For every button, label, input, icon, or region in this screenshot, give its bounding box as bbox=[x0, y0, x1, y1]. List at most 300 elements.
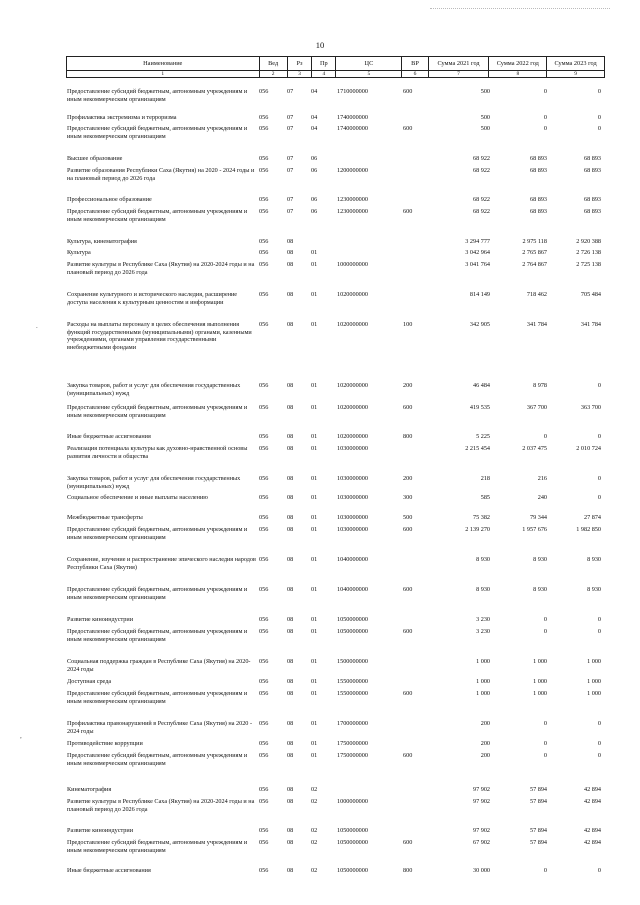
table-cell-s2021: 68 922 bbox=[472, 167, 490, 174]
table-cell-cs: 1200000000 bbox=[337, 167, 368, 174]
table-cell-s2022: 57 894 bbox=[529, 786, 547, 793]
table-cell-s2021: 3 294 777 bbox=[465, 238, 490, 245]
table-cell-pr: 01 bbox=[311, 678, 318, 685]
table-cell-rz: 07 bbox=[287, 88, 294, 95]
table-cell-s2021: 585 bbox=[480, 494, 490, 501]
table-cell-ved: 056 bbox=[259, 404, 269, 411]
table-cell-pr: 02 bbox=[311, 786, 318, 793]
table-cell-cs: 1050000000 bbox=[337, 628, 368, 635]
col-header-pr: Пр bbox=[312, 57, 336, 71]
table-cell-s2022: 57 894 bbox=[529, 827, 547, 834]
table-cell-pr: 04 bbox=[311, 88, 318, 95]
table-cell-rz: 08 bbox=[287, 616, 294, 623]
table-cell-s2023: 8 930 bbox=[587, 556, 601, 563]
table-cell-cs: 1020000000 bbox=[337, 433, 368, 440]
table-cell-ved: 056 bbox=[259, 88, 269, 95]
table-cell-rz: 08 bbox=[287, 556, 294, 563]
table-cell-ved: 056 bbox=[259, 740, 269, 747]
margin-mark: . bbox=[36, 322, 38, 330]
table-cell-name: Предоставление субсидий бюджетным, автономным учреждениям и иным некоммерческим организациям bbox=[67, 628, 248, 643]
table-cell-s2021: 1 000 bbox=[476, 690, 490, 697]
table-cell-ved: 056 bbox=[259, 475, 269, 482]
table-cell-rz: 08 bbox=[287, 867, 294, 874]
table-cell-cs: 1500000000 bbox=[337, 658, 368, 665]
table-cell-s2022: 718 462 bbox=[526, 291, 547, 298]
table-cell-s2023: 0 bbox=[597, 616, 601, 623]
table-cell-rz: 08 bbox=[287, 628, 294, 635]
col-number: 8 bbox=[489, 71, 547, 78]
table-cell-name: Предоставление субсидий бюджетным, автономным учреждениям и иным некоммерческим организациям bbox=[67, 404, 248, 419]
table-cell-rz: 07 bbox=[287, 155, 294, 162]
table-cell-ved: 056 bbox=[259, 827, 269, 834]
table-cell-cs: 1230000000 bbox=[337, 208, 368, 215]
table-cell-ved: 056 bbox=[259, 291, 269, 298]
table-cell-s2021: 97 902 bbox=[472, 827, 490, 834]
table-cell-rz: 07 bbox=[287, 114, 294, 121]
table-cell-cs: 1050000000 bbox=[337, 839, 368, 846]
table-cell-s2021: 68 922 bbox=[472, 208, 490, 215]
table-cell-rz: 08 bbox=[287, 839, 294, 846]
table-cell-s2021: 67 902 bbox=[472, 839, 490, 846]
table-cell-pr: 04 bbox=[311, 125, 318, 132]
table-cell-cs: 1550000000 bbox=[337, 690, 368, 697]
table-cell-s2023: 68 893 bbox=[583, 155, 601, 162]
table-cell-rz: 07 bbox=[287, 167, 294, 174]
table-cell-s2021: 46 484 bbox=[472, 382, 490, 389]
table-cell-s2023: 0 bbox=[597, 628, 601, 635]
table-cell-vr: 300 bbox=[403, 494, 413, 501]
table-cell-pr: 02 bbox=[311, 827, 318, 834]
table-cell-pr: 02 bbox=[311, 839, 318, 846]
table-cell-cs: 1700000000 bbox=[337, 720, 368, 727]
table-cell-s2022: 2 037 475 bbox=[522, 445, 547, 452]
table-cell-pr: 01 bbox=[311, 556, 318, 563]
table-cell-s2022: 57 894 bbox=[529, 839, 547, 846]
table-cell-s2023: 68 893 bbox=[583, 167, 601, 174]
table-cell-s2021: 200 bbox=[480, 752, 490, 759]
table-cell-s2021: 97 902 bbox=[472, 786, 490, 793]
table-cell-rz: 08 bbox=[287, 740, 294, 747]
col-number: 1 bbox=[67, 71, 260, 78]
table-cell-s2022: 79 344 bbox=[529, 514, 547, 521]
table-cell-s2023: 2 726 138 bbox=[576, 249, 601, 256]
table-cell-rz: 08 bbox=[287, 445, 294, 452]
table-cell-s2021: 30 000 bbox=[472, 867, 490, 874]
table-cell-s2022: 0 bbox=[543, 88, 547, 95]
table-cell-cs: 1020000000 bbox=[337, 404, 368, 411]
table-cell-s2022: 8 930 bbox=[533, 586, 547, 593]
table-cell-rz: 07 bbox=[287, 208, 294, 215]
table-cell-s2022: 341 784 bbox=[526, 321, 547, 328]
table-cell-name: Сохранение культурного и исторического наследия, расширение доступа населения к культурным ценностям и информации bbox=[67, 291, 238, 306]
table-cell-cs: 1020000000 bbox=[337, 382, 368, 389]
table-cell-vr: 600 bbox=[403, 125, 413, 132]
table-cell-s2021: 500 bbox=[480, 114, 490, 121]
table-cell-rz: 08 bbox=[287, 798, 294, 805]
table-cell-vr: 600 bbox=[403, 752, 413, 759]
table-cell-s2022: 2 975 118 bbox=[522, 238, 547, 245]
table-cell-s2023: 1 982 850 bbox=[576, 526, 601, 533]
col-header-ved: Вед bbox=[259, 57, 287, 71]
table-cell-ved: 056 bbox=[259, 238, 269, 245]
table-cell-s2023: 42 894 bbox=[583, 839, 601, 846]
table-cell-s2022: 1 000 bbox=[533, 690, 547, 697]
table-cell-s2022: 68 893 bbox=[529, 196, 547, 203]
table-cell-rz: 08 bbox=[287, 678, 294, 685]
table-cell-name: Развитие киноиндустрии bbox=[67, 616, 134, 623]
table-cell-name: Предоставление субсидий бюджетным, автономным учреждениям и иным некоммерческим организациям bbox=[67, 839, 248, 854]
table-cell-rz: 08 bbox=[287, 433, 294, 440]
table-cell-rz: 08 bbox=[287, 720, 294, 727]
table-cell-ved: 056 bbox=[259, 720, 269, 727]
table-cell-ved: 056 bbox=[259, 798, 269, 805]
table-cell-cs: 1000000000 bbox=[337, 798, 368, 805]
table-cell-pr: 01 bbox=[311, 494, 318, 501]
table-cell-ved: 056 bbox=[259, 690, 269, 697]
table-cell-cs: 1550000000 bbox=[337, 678, 368, 685]
table-cell-cs: 1030000000 bbox=[337, 475, 368, 482]
page-number: 10 bbox=[315, 40, 325, 50]
table-cell-s2021: 68 922 bbox=[472, 155, 490, 162]
table-cell-cs: 1750000000 bbox=[337, 752, 368, 759]
table-cell-s2022: 68 893 bbox=[529, 208, 547, 215]
table-cell-rz: 08 bbox=[287, 827, 294, 834]
table-cell-s2022: 367 700 bbox=[526, 404, 547, 411]
table-cell-s2023: 0 bbox=[597, 740, 601, 747]
table-cell-s2021: 5 225 bbox=[476, 433, 490, 440]
table-cell-cs: 1030000000 bbox=[337, 526, 368, 533]
table-cell-s2022: 57 894 bbox=[529, 798, 547, 805]
col-number: 5 bbox=[336, 71, 402, 78]
table-cell-cs: 1050000000 bbox=[337, 827, 368, 834]
table-cell-rz: 08 bbox=[287, 586, 294, 593]
table-cell-vr: 600 bbox=[403, 628, 413, 635]
table-cell-s2023: 0 bbox=[597, 475, 601, 482]
table-cell-pr: 01 bbox=[311, 404, 318, 411]
table-cell-s2021: 500 bbox=[480, 125, 490, 132]
table-cell-s2022: 8 930 bbox=[533, 556, 547, 563]
table-cell-s2021: 2 215 454 bbox=[465, 445, 490, 452]
table-cell-ved: 056 bbox=[259, 678, 269, 685]
table-cell-s2021: 3 230 bbox=[476, 628, 490, 635]
table-cell-rz: 08 bbox=[287, 382, 294, 389]
table-cell-pr: 01 bbox=[311, 658, 318, 665]
table-cell-ved: 056 bbox=[259, 114, 269, 121]
table-cell-rz: 08 bbox=[287, 786, 294, 793]
table-cell-s2022: 0 bbox=[543, 867, 547, 874]
table-cell-pr: 02 bbox=[311, 798, 318, 805]
table-cell-s2023: 68 893 bbox=[583, 196, 601, 203]
table-cell-s2022: 1 957 676 bbox=[522, 526, 547, 533]
table-cell-pr: 01 bbox=[311, 628, 318, 635]
table-cell-cs: 1030000000 bbox=[337, 445, 368, 452]
table-cell-s2021: 3 041 764 bbox=[465, 261, 490, 268]
table-cell-rz: 08 bbox=[287, 321, 294, 328]
table-cell-ved: 056 bbox=[259, 249, 269, 256]
table-cell-s2022: 0 bbox=[543, 752, 547, 759]
col-number: 6 bbox=[402, 71, 428, 78]
table-cell-s2021: 200 bbox=[480, 740, 490, 747]
table-cell-pr: 01 bbox=[311, 690, 318, 697]
table-cell-name: Культура, кинематография bbox=[67, 238, 137, 245]
table-cell-vr: 600 bbox=[403, 586, 413, 593]
table-cell-vr: 500 bbox=[403, 514, 413, 521]
table-cell-name: Культура bbox=[67, 249, 91, 256]
table-cell-rz: 08 bbox=[287, 238, 294, 245]
table-cell-name: Предоставление субсидий бюджетным, автономным учреждениям и иным некоммерческим организациям bbox=[67, 125, 248, 140]
table-cell-name: Предоставление субсидий бюджетным, автономным учреждениям и иным некоммерческим организациям bbox=[67, 526, 248, 541]
table-cell-pr: 06 bbox=[311, 167, 318, 174]
table-cell-pr: 01 bbox=[311, 382, 318, 389]
table-cell-s2021: 3 230 bbox=[476, 616, 490, 623]
table-cell-pr: 04 bbox=[311, 114, 318, 121]
table-cell-s2021: 68 922 bbox=[472, 196, 490, 203]
col-header-name: Наименование bbox=[67, 57, 260, 71]
table-cell-s2021: 1 000 bbox=[476, 658, 490, 665]
table-cell-ved: 056 bbox=[259, 867, 269, 874]
table-cell-cs: 1710000000 bbox=[337, 88, 368, 95]
table-cell-name: Предоставление субсидий бюджетным, автономным учреждениям и иным некоммерческим организациям bbox=[67, 752, 248, 767]
table-cell-vr: 600 bbox=[403, 208, 413, 215]
table-cell-name: Сохранение, изучение и распространение эпического наследия народов Республики Саха (Якутия) bbox=[67, 556, 256, 571]
table-cell-s2023: 0 bbox=[597, 494, 601, 501]
table-cell-ved: 056 bbox=[259, 494, 269, 501]
table-cell-rz: 08 bbox=[287, 690, 294, 697]
table-cell-ved: 056 bbox=[259, 167, 269, 174]
table-cell-pr: 01 bbox=[311, 475, 318, 482]
table-cell-name: Развитие культуры в Республике Саха (Якутия) на 2020-2024 годы и на плановый период до 2026 года bbox=[67, 261, 255, 276]
table-cell-name: Предоставление субсидий бюджетным, автономным учреждениям и иным некоммерческим организациям bbox=[67, 88, 248, 103]
table-cell-rz: 08 bbox=[287, 514, 294, 521]
table-cell-rz: 08 bbox=[287, 404, 294, 411]
table-cell-ved: 056 bbox=[259, 526, 269, 533]
table-cell-s2022: 0 bbox=[543, 740, 547, 747]
table-cell-s2022: 8 978 bbox=[533, 382, 547, 389]
table-cell-name: Межбюджетные трансферты bbox=[67, 514, 143, 521]
table-cell-pr: 01 bbox=[311, 514, 318, 521]
table-cell-cs: 1040000000 bbox=[337, 586, 368, 593]
table-cell-s2022: 68 893 bbox=[529, 155, 547, 162]
table-cell-cs: 1050000000 bbox=[337, 867, 368, 874]
table-cell-cs: 1030000000 bbox=[337, 514, 368, 521]
table-cell-name: Закупка товаров, работ и услуг для обеспечения государственных (муниципальных) нужд bbox=[67, 382, 241, 397]
table-cell-name: Профилактика правонарушений в Республике Саха (Якутия) на 2020 - 2024 годы bbox=[67, 720, 253, 735]
table-cell-s2023: 42 894 bbox=[583, 798, 601, 805]
table-cell-ved: 056 bbox=[259, 382, 269, 389]
table-cell-pr: 01 bbox=[311, 445, 318, 452]
table-cell-s2021: 200 bbox=[480, 720, 490, 727]
table-cell-vr: 800 bbox=[403, 867, 413, 874]
table-cell-pr: 06 bbox=[311, 155, 318, 162]
table-cell-name: Предоставление субсидий бюджетным, автономным учреждениям и иным некоммерческим организациям bbox=[67, 586, 248, 601]
table-cell-s2023: 2 010 724 bbox=[576, 445, 601, 452]
table-cell-s2021: 419 535 bbox=[469, 404, 490, 411]
table-cell-s2023: 42 894 bbox=[583, 786, 601, 793]
table-cell-s2023: 0 bbox=[597, 88, 601, 95]
table-cell-vr: 600 bbox=[403, 690, 413, 697]
table-cell-s2021: 8 930 bbox=[476, 556, 490, 563]
table-cell-s2023: 0 bbox=[597, 867, 601, 874]
table-cell-s2021: 342 905 bbox=[469, 321, 490, 328]
table-cell-s2022: 2 764 867 bbox=[522, 261, 547, 268]
table-cell-pr: 01 bbox=[311, 720, 318, 727]
table-cell-s2023: 2 725 138 bbox=[576, 261, 601, 268]
table-cell-ved: 056 bbox=[259, 155, 269, 162]
table-cell-s2023: 27 874 bbox=[583, 514, 601, 521]
table-cell-rz: 08 bbox=[287, 475, 294, 482]
table-cell-s2023: 0 bbox=[597, 382, 601, 389]
table-cell-vr: 800 bbox=[403, 433, 413, 440]
table-cell-cs: 1000000000 bbox=[337, 261, 368, 268]
table-cell-vr: 600 bbox=[403, 404, 413, 411]
table-cell-s2023: 68 893 bbox=[583, 208, 601, 215]
table-cell-rz: 07 bbox=[287, 125, 294, 132]
table-cell-s2022: 0 bbox=[543, 720, 547, 727]
margin-mark: , bbox=[20, 732, 22, 740]
table-cell-name: Профессиональное образование bbox=[67, 196, 152, 203]
table-cell-s2023: 0 bbox=[597, 720, 601, 727]
table-cell-ved: 056 bbox=[259, 786, 269, 793]
table-cell-pr: 01 bbox=[311, 586, 318, 593]
table-cell-rz: 08 bbox=[287, 658, 294, 665]
table-cell-name: Реализация потенциала культуры как духовно-нравственной основы развития личности и общества bbox=[67, 445, 248, 460]
table-cell-s2023: 1 000 bbox=[587, 690, 601, 697]
table-cell-s2023: 705 484 bbox=[580, 291, 601, 298]
table-cell-cs: 1740000000 bbox=[337, 114, 368, 121]
table-cell-name: Предоставление субсидий бюджетным, автономным учреждениям и иным некоммерческим организациям bbox=[67, 690, 248, 705]
table-cell-s2023: 8 930 bbox=[587, 586, 601, 593]
table-cell-s2022: 1 000 bbox=[533, 658, 547, 665]
table-cell-pr: 01 bbox=[311, 752, 318, 759]
table-cell-name: Профилактика экстремизма и терроризма bbox=[67, 114, 177, 121]
table-cell-ved: 056 bbox=[259, 208, 269, 215]
col-header-2022: Сумма 2022 год bbox=[489, 57, 547, 71]
table-cell-ved: 056 bbox=[259, 125, 269, 132]
table-cell-s2023: 42 894 bbox=[583, 827, 601, 834]
table-cell-pr: 06 bbox=[311, 196, 318, 203]
col-header-vr: ВР bbox=[402, 57, 428, 71]
table-cell-pr: 01 bbox=[311, 526, 318, 533]
table-cell-name: Развитие образования Республики Саха (Якутия) на 2020 - 2024 годы и на плановый период до 2026 года bbox=[67, 167, 255, 182]
table-cell-ved: 056 bbox=[259, 752, 269, 759]
table-cell-vr: 100 bbox=[403, 321, 413, 328]
table-cell-cs: 1050000000 bbox=[337, 616, 368, 623]
table-cell-pr: 06 bbox=[311, 208, 318, 215]
table-cell-cs: 1020000000 bbox=[337, 291, 368, 298]
table-cell-s2022: 0 bbox=[543, 628, 547, 635]
table-cell-s2023: 0 bbox=[597, 752, 601, 759]
table-cell-s2021: 8 930 bbox=[476, 586, 490, 593]
table-cell-ved: 056 bbox=[259, 514, 269, 521]
col-header-cs: ЦС bbox=[336, 57, 402, 71]
table-cell-s2021: 1 000 bbox=[476, 678, 490, 685]
table-cell-pr: 02 bbox=[311, 867, 318, 874]
table-cell-s2023: 0 bbox=[597, 125, 601, 132]
table-cell-ved: 056 bbox=[259, 445, 269, 452]
table-cell-ved: 056 bbox=[259, 839, 269, 846]
table-cell-vr: 600 bbox=[403, 839, 413, 846]
table-cell-pr: 01 bbox=[311, 249, 318, 256]
table-cell-cs: 1740000000 bbox=[337, 125, 368, 132]
table-cell-s2021: 3 042 964 bbox=[465, 249, 490, 256]
table-cell-pr: 01 bbox=[311, 740, 318, 747]
table-cell-cs: 1040000000 bbox=[337, 556, 368, 563]
table-cell-ved: 056 bbox=[259, 658, 269, 665]
table-cell-vr: 200 bbox=[403, 382, 413, 389]
table-cell-s2022: 0 bbox=[543, 616, 547, 623]
table-cell-s2023: 341 784 bbox=[580, 321, 601, 328]
table-cell-pr: 01 bbox=[311, 321, 318, 328]
table-cell-cs: 1230000000 bbox=[337, 196, 368, 203]
table-cell-name: Развитие культуры в Республике Саха (Якутия) на 2020-2024 годы и на плановый период до 2026 года bbox=[67, 798, 255, 813]
table-cell-name: Закупка товаров, работ и услуг для обеспечения государственных (муниципальных) нужд bbox=[67, 475, 241, 490]
table-cell-s2023: 0 bbox=[597, 433, 601, 440]
table-cell-name: Социальное обеспечение и иные выплаты населению bbox=[67, 494, 208, 501]
table-cell-s2021: 218 bbox=[480, 475, 490, 482]
table-cell-ved: 056 bbox=[259, 321, 269, 328]
table-cell-vr: 200 bbox=[403, 475, 413, 482]
table-cell-rz: 08 bbox=[287, 261, 294, 268]
table-cell-pr: 01 bbox=[311, 616, 318, 623]
table-cell-ved: 056 bbox=[259, 616, 269, 623]
table-cell-ved: 056 bbox=[259, 628, 269, 635]
table-cell-vr: 600 bbox=[403, 526, 413, 533]
table-cell-rz: 08 bbox=[287, 494, 294, 501]
table-cell-s2022: 1 000 bbox=[533, 678, 547, 685]
table-cell-s2021: 814 149 bbox=[469, 291, 490, 298]
table-cell-ved: 056 bbox=[259, 261, 269, 268]
table-cell-name: Социальная поддержка граждан в Республике Саха (Якутия) на 2020-2024 годы bbox=[67, 658, 251, 673]
table-cell-ved: 056 bbox=[259, 586, 269, 593]
table-cell-name: Иные бюджетные ассигнования bbox=[67, 433, 151, 440]
col-header-rz: Рз bbox=[287, 57, 311, 71]
col-header-2023: Сумма 2023 год bbox=[547, 57, 605, 71]
table-cell-name: Расходы на выплаты персоналу в целях обеспечения выполнения функций государственными (муниципальными) органами, казенными учреждениями, органами управления государственными внебюджетными фондами bbox=[67, 321, 252, 351]
table-cell-s2022: 0 bbox=[543, 125, 547, 132]
table-cell-name: Предоставление субсидий бюджетным, автономным учреждениям и иным некоммерческим организациям bbox=[67, 208, 248, 223]
table-cell-s2022: 68 893 bbox=[529, 167, 547, 174]
table-cell-s2023: 0 bbox=[597, 114, 601, 121]
table-cell-ved: 056 bbox=[259, 556, 269, 563]
table-cell-ved: 056 bbox=[259, 433, 269, 440]
table-cell-pr: 01 bbox=[311, 261, 318, 268]
table-cell-s2021: 500 bbox=[480, 88, 490, 95]
col-number: 2 bbox=[259, 71, 287, 78]
table-cell-s2022: 0 bbox=[543, 433, 547, 440]
table-cell-pr: 01 bbox=[311, 433, 318, 440]
table-cell-s2021: 97 902 bbox=[472, 798, 490, 805]
col-number: 9 bbox=[547, 71, 605, 78]
table-cell-s2023: 1 000 bbox=[587, 658, 601, 665]
table-cell-s2023: 363 700 bbox=[580, 404, 601, 411]
table-cell-name: Высшее образование bbox=[67, 155, 123, 162]
table-cell-s2023: 2 920 388 bbox=[576, 238, 601, 245]
table-cell-s2022: 2 765 867 bbox=[522, 249, 547, 256]
table-cell-s2022: 240 bbox=[537, 494, 547, 501]
table-cell-s2021: 2 139 270 bbox=[465, 526, 490, 533]
table-cell-s2023: 1 000 bbox=[587, 678, 601, 685]
table-cell-vr: 600 bbox=[403, 88, 413, 95]
table-cell-cs: 1020000000 bbox=[337, 321, 368, 328]
table-cell-ved: 056 bbox=[259, 196, 269, 203]
col-number: 4 bbox=[312, 71, 336, 78]
table-cell-s2022: 216 bbox=[537, 475, 547, 482]
table-cell-name: Кинематография bbox=[67, 786, 112, 793]
scan-artifact bbox=[430, 8, 610, 9]
table-cell-rz: 08 bbox=[287, 526, 294, 533]
table-cell-rz: 08 bbox=[287, 249, 294, 256]
table-cell-name: Доступная среда bbox=[67, 678, 112, 685]
